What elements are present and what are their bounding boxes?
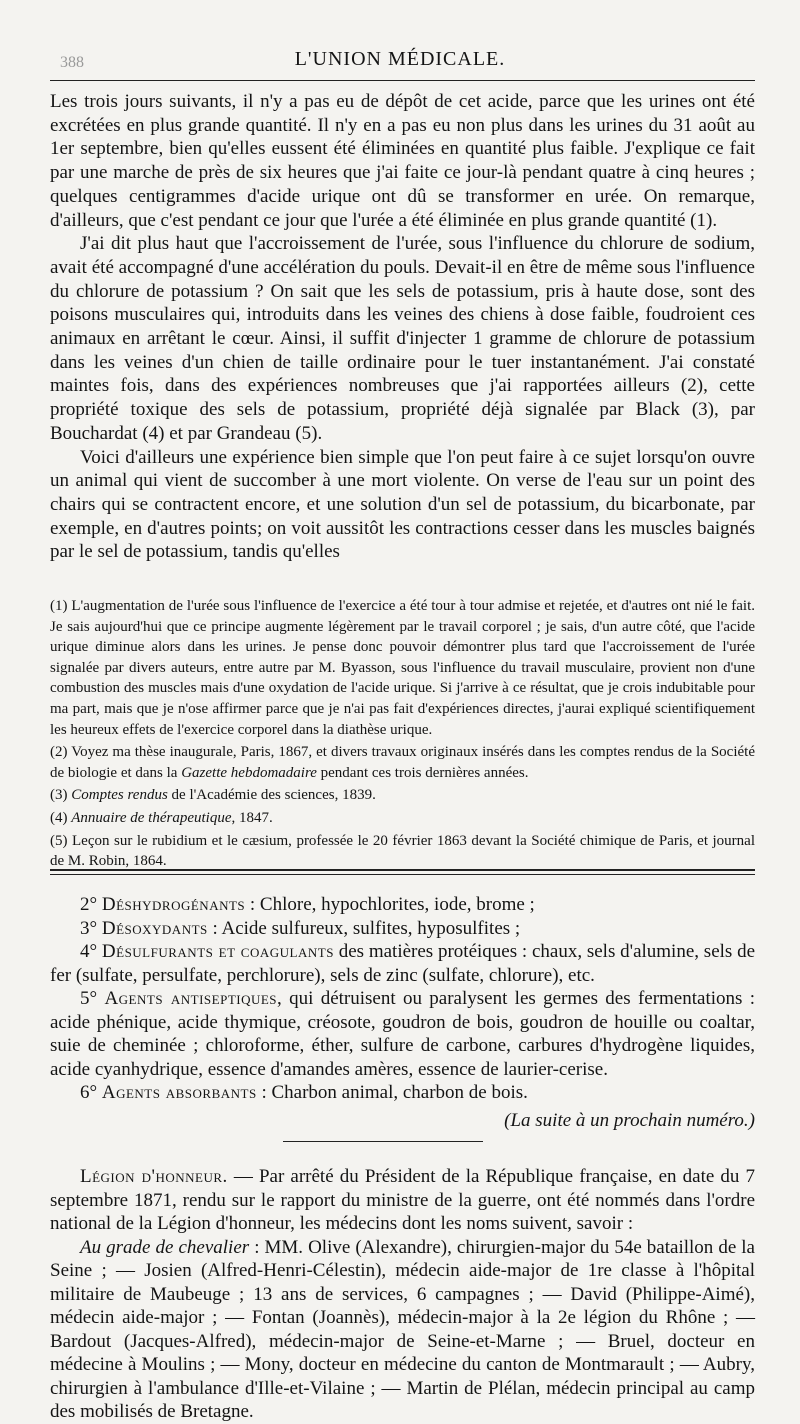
main-text [50,90,755,564]
list-item: 3° Désoxydants : Acide sulfureux, sulfites, hyposulfites ; [80,917,521,939]
footnote: (2) Voyez ma thèse inaugurale, Paris, 1867, et divers travaux originaux insérés dans les comptes rendus de la Société de biologie et dans la Gazette hebdomadaire pendant ces trois dernières années. [50,744,755,781]
list-item: 6° Agents absorbants : Charbon animal, charbon de bois. [80,1082,528,1103]
paragraph: Légion d'honneur. — Par arrêté du Président de la République française, en date du 7 septembre 1871, rendu sur le rapport du ministre de la guerre, ont été nommés dans l'ordre national de la Légion d'honneur, les médecins dont les noms suivent, savoir : [50,1166,756,1234]
paragraph: Au grade de chevalier : MM. Olive (Alexandre), chirurgien-major du 54e bataillon de la Seine ; — Josien (Alfred-Henri-Célestin), médecin aide-major de 1re classe à l'hôpital militaire de Maubeuge ; 13 ans de services, 6 campagnes ; — David (Philippe-Aimé), médecin aide-major ; — Fontan (Joannès), médecin-major à la 2e légion du Rhône ; — Bardout (Jacques-Alfred), médecin-major de Seine-et-Marne ; — Bruel, docteur en médecine à Moulins ; — Mony, docteur en médecine du canton de Montmarault ; — Aubry, chirurgien à l'ambulance d'Ille-et-Vilaine ; — Martin de Plélan, médecin principal au camp des mobilisés de Bretagne. [50,1236,755,1422]
section-divider [283,1141,483,1142]
footnote: (4) Annuaire de thérapeutique, 1847. [50,809,273,826]
list-item: 2° Déshydrogénants : Chlore, hypochlorites, iode, brome ; [80,894,535,915]
legion-honneur-section [50,1165,755,1424]
footnote: (5) Leçon sur le rubidium et le cæsium, professée le 20 février 1863 devant la Société chimique de Paris, et journal de M. Robin, 1864. [50,832,755,870]
list-item: 5° Agents antiseptiques, qui détruisent ou paralysent les germes des fermentations : acide phénique, acide thymique, créosote, goudron de bois, goudron de houille ou coaltar, suie de cheminée ; chloroforme, éther, sulfure de carbone, carbures d'hydrogène liquides, acide cyanhydrique, essence d'amandes amères, essence de laurier-cerise. [50,988,756,1080]
header-rule [50,80,755,81]
paragraph: J'ai dit plus haut que l'accroissement de l'urée, sous l'influence du chlorure de sodium, avait été accompagné d'une accélération du pouls. Devait-il en être de même sous l'influence du chlorure de potassium ? On sait que les sels de potassium, pris à haute dose, sont des poisons musculaires qui, introduits dans les veines des chiens à dose faible, foudroient ces animaux en arrêtant le cœur. Ainsi, il suffit d'injecter 1 gramme de chlorure de potassium dans les veines d'un chien de taille ordinaire pour le tuer instantanément. J'ai constaté maintes fois, dans des expériences nombreuses que j'ai rapportées ailleurs (2), cette propriété toxique des sels de potassium, propriété déjà signalée par Black (3), par Bouchardat (4) et par Grandeau (5). [50,233,755,444]
footnote: (1) L'augmentation de l'urée sous l'influence de l'exercice a été tour à tour admise et rejetée, et d'autres ont nié le fait. Je sais aujourd'hui que ce principe augmente légèrement par le travail corporel ; je sais, d'un autre côté, que l'acide urique diminue alors dans les urines. Je pense donc pouvoir démontrer plus tard que l'accroissement de l'urée signalée par divers auteurs, entre autre par M. Byasson, sous l'influence du travail musculaire, provient non d'une combustion des muscles mais d'une oxydation de l'acide urique. Si j'arrive à ce résultat, que je crois indubitable pour ma part, mais que je n'ose affirmer parce que je n'ai pas fait d'expériences directes, j'aurai expliqué scientifiquement les heureux effets de l'exercice corporel dans la diathèse urique. [50,598,755,738]
section-divider [50,869,755,871]
section-heading: Légion d'honneur. [80,1166,228,1187]
paragraph: Voici d'ailleurs une expérience bien simple que l'on peut faire à ce sujet lorsqu'on ouvre un animal qui vient de succomber à une mort violente. On verse de l'eau sur un point des chairs qui se contractent encore, et une solution d'un sel de potassium, du bicarbonate, par exemple, en d'autres points; on voit aussitôt les contractions cesser dans les muscles baignés par le sel de potassium, tandis qu'elles [50,446,755,563]
page-number: 388 [60,54,84,71]
agents-list [50,893,755,1132]
continuation-note: (La suite à un prochain numéro.) [504,1109,755,1131]
footnote: (3) Comptes rendus de l'Académie des sciences, 1839. [50,787,376,804]
paragraph: Les trois jours suivants, il n'y a pas eu de dépôt de cet acide, parce que les urines ont été excrétées en plus grande quantité. Il n'y en a pas eu non plus dans les urines du 31 août au 1er septembre, bien qu'elles eussent été éliminées en quantité plus faible. J'explique ce fait par une marche de près de six heures que j'ai faite ce jour-là pendant quatre à cinq heures ; quelques centigrammes d'acide urique ont dû se transformer en urée. On remarque, d'ailleurs, que c'est pendant ce jour que l'urée a été éliminée en plus grande quantité (1). [50,91,755,231]
list-item: 4° Désulfurants et coagulants des matières protéiques : chaux, sels d'alumine, sels de fer (sulfate, persulfate, perchlorure), sels de zinc (sulfate, chlorure), etc. [50,941,756,986]
running-header: L'UNION MÉDICALE. [294,48,506,70]
section-divider [50,874,755,875]
footnotes [50,596,755,874]
